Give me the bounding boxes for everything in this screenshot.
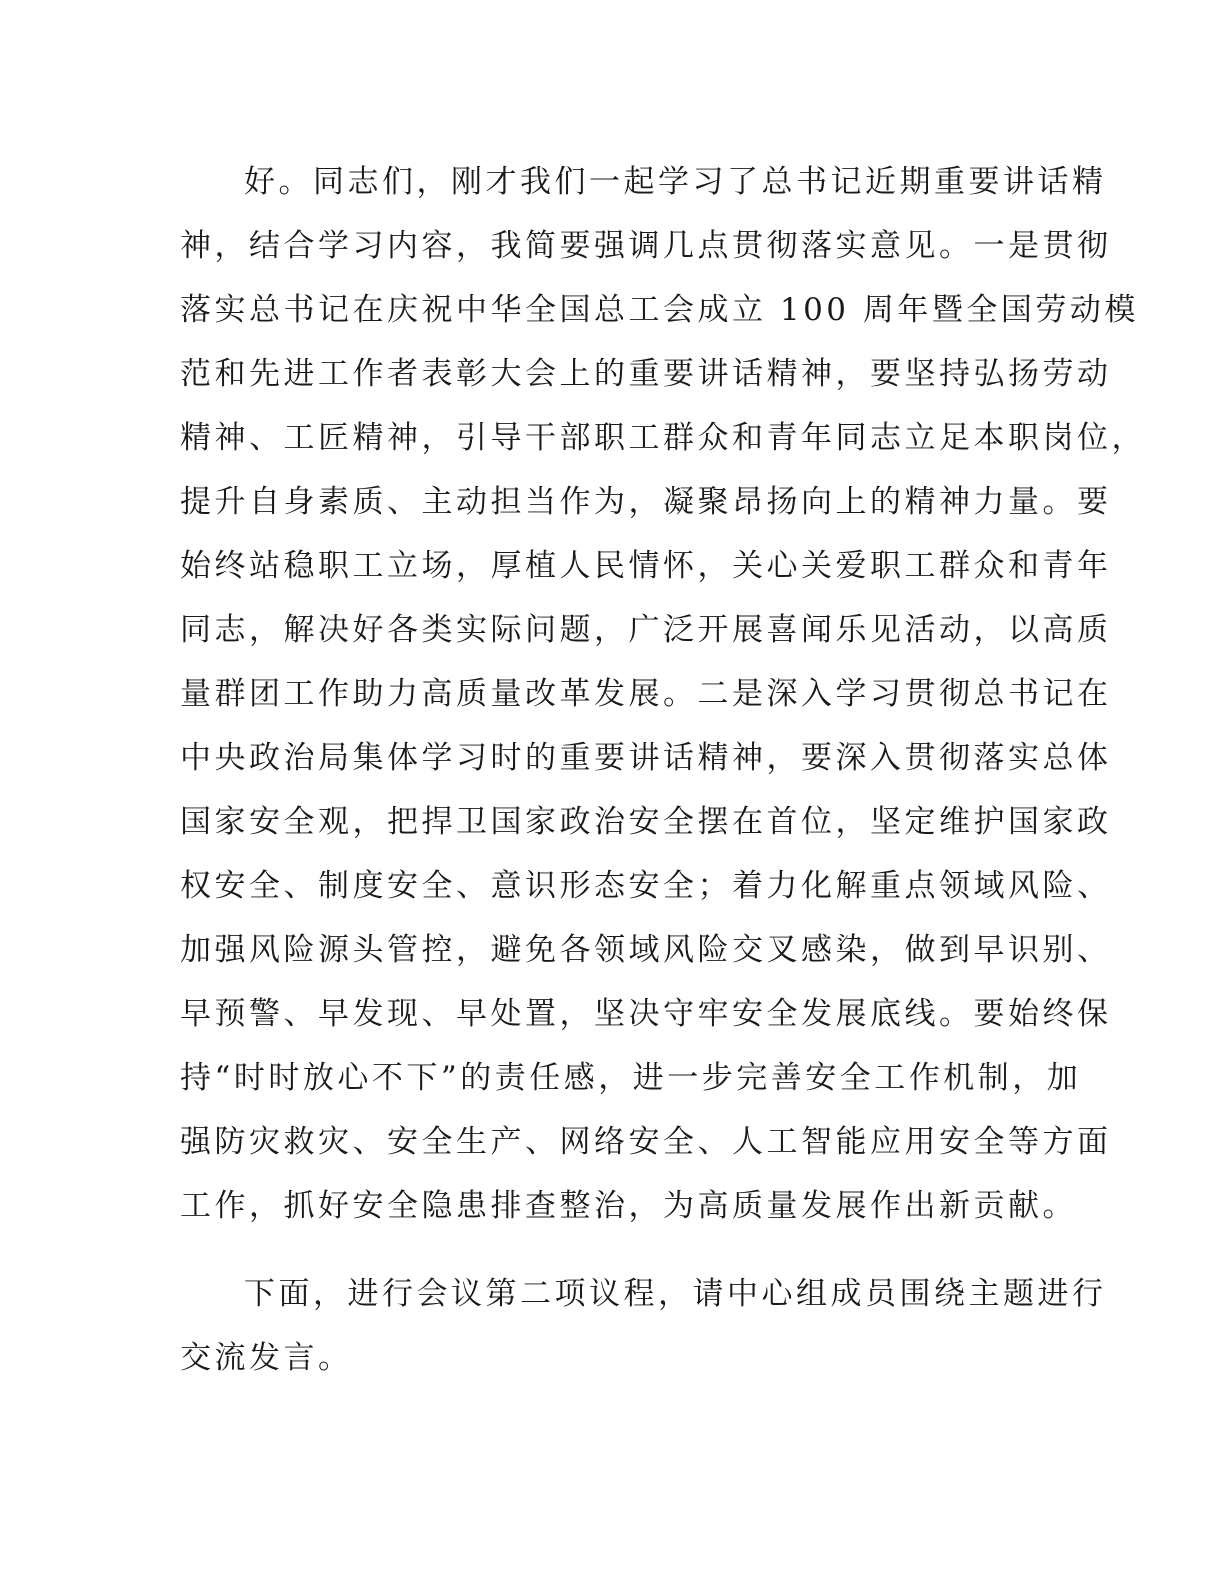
text-line: 权安全、制度安全、意识形态安全；着力化解重点领域风险、 [180,868,1112,904]
text-line: 范和先进工作者表彰大会上的重要讲话精神，要坚持弘扬劳动 [180,356,1112,392]
text-line: 交流发言。 [180,1340,353,1376]
text-line: 工作，抓好安全隐患排查整治，为高质量发展作出新贡献。 [180,1188,1077,1224]
paragraph-1 [180,150,1146,1238]
text-line: 精神、工匠精神，引导干部职工群众和青年同志立足本职岗位， [180,420,1146,456]
text-line: 持“时时放心不下”的责任感，进一步完善安全工作机制，加 [180,1060,1082,1096]
text-line: 中央政治局集体学习时的重要讲话精神，要深入贯彻落实总体 [180,740,1112,776]
paragraph-spacer [180,1238,1050,1262]
document-body [180,150,1146,1390]
text-line: 神，结合学习内容，我简要强调几点贯彻落实意见。一是贯彻 [180,228,1112,264]
paragraph-2 [180,1262,1107,1390]
text-line: 加强风险源头管控，避免各领域风险交叉感染，做到早识别、 [180,932,1112,968]
text-line: 下面，进行会议第二项议程，请中心组成员围绕主题进行 [244,1276,1107,1312]
text-line: 始终站稳职工立场，厚植人民情怀，关心关爱职工群众和青年 [180,548,1112,584]
text-line: 好。同志们，刚才我们一起学习了总书记近期重要讲话精 [244,164,1107,200]
text-line: 国家安全观，把捍卫国家政治安全摆在首位，坚定维护国家政 [180,804,1112,840]
text-line: 提升自身素质、主动担当作为，凝聚昂扬向上的精神力量。要 [180,484,1112,520]
text-line: 强防灾救灾、安全生产、网络安全、人工智能应用安全等方面 [180,1124,1112,1160]
text-line: 量群团工作助力高质量改革发展。二是深入学习贯彻总书记在 [180,676,1112,712]
text-line: 同志，解决好各类实际问题，广泛开展喜闻乐见活动，以高质 [180,612,1112,648]
text-line: 落实总书记在庆祝中华全国总工会成立 100 周年暨全国劳动模 [180,292,1139,328]
text-line: 早预警、早发现、早处置，坚决守牢安全发展底线。要始终保 [180,996,1112,1032]
